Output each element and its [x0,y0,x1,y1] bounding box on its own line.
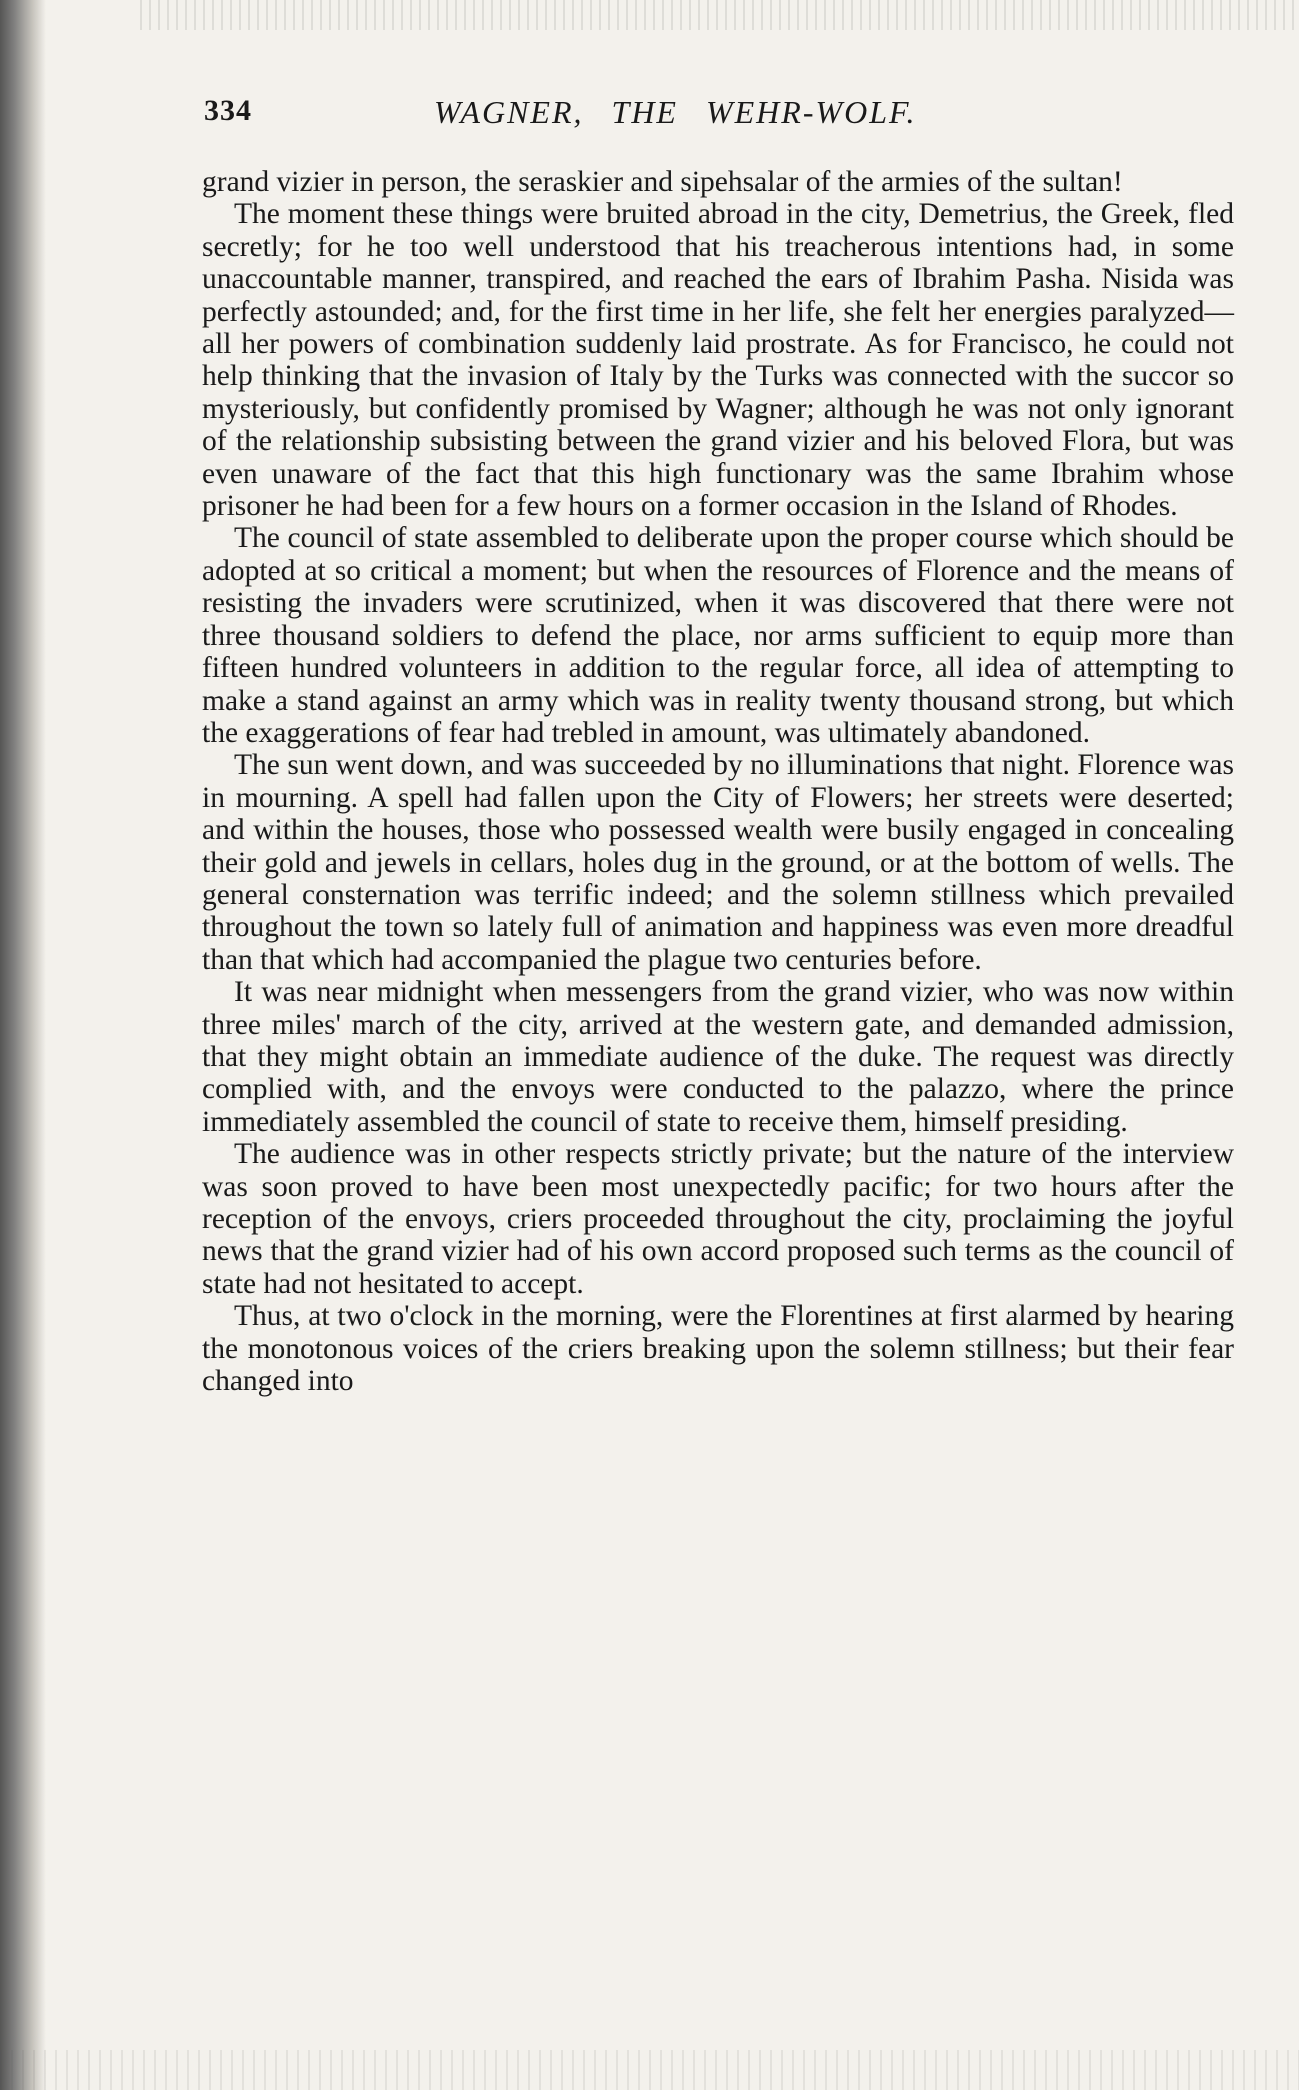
scan-noise-bottom [0,2050,1299,2090]
running-title: WAGNER, THE WEHR-WOLF. [434,94,917,130]
paragraph: The council of state assembled to deliberate upon the proper course which should be adopted at so critical a moment; but when the resources of Florence and the means of resisting the invaders were scrutinized, when it was discovered that there were not three thousand soldiers to defend the place, nor arms sufficient to equip more than fifteen hundred volunteers in addition to the regular force, all idea of attempting to make a stand against an army which was in reality twenty thousand strong, but which the exaggerations of fear had trebled in amount, was ultimately abandoned. [202,522,1234,749]
paragraph: The sun went down, and was succeeded by no illuminations that night. Florence was in mourning. A spell had fallen upon the City of Flowers; her streets were deserted; and within the houses, those who possessed wealth were busily engaged in concealing their gold and jewels in cellars, holes dug in the ground, or at the bottom of wells. The general consternation was terrific indeed; and the solemn stillness which prevailed throughout the town so lately full of animation and happiness was even more dreadful than that which had accompanied the plague two centuries before. [202,749,1234,976]
text-body [202,166,1234,1397]
paragraph: It was near midnight when messengers from the grand vizier, who was now within three miles' march of the city, arrived at the western gate, and demanded admission, that they might obtain an immediate audience of the duke. The request was directly complied with, and the envoys were conducted to the palazzo, where the prince immediately assembled the council of state to receive them, himself presiding. [202,976,1234,1138]
paragraph: The audience was in other respects strictly private; but the nature of the interview was soon proved to have been most unexpectedly pacific; for two hours after the reception of the envoys, criers proceeded throughout the city, proclaiming the joyful news that the grand vizier had of his own accord proposed such terms as the council of state had not hesitated to accept. [202,1138,1234,1300]
scan-noise-top [140,0,1299,30]
paragraph: The moment these things were bruited abroad in the city, Demetrius, the Greek, fled secretly; for he too well understood that his treacherous intentions had, in some unaccountable manner, transpired, and reached the ears of Ibrahim Pasha. Nisida was perfectly astounded; and, for the first time in her life, she felt her energies paralyzed—all her powers of combination suddenly laid prostrate. As for Francisco, he could not help thinking that the invasion of Italy by the Turks was connected with the succor so mysteriously, but confidently promised by Wagner; although he was not only ignorant of the relationship subsisting between the grand vizier and his beloved Flora, but was even unaware of the fact that this high functionary was the same Ibrahim whose prisoner he had been for a few hours on a former occasion in the Island of Rhodes. [202,198,1234,523]
paragraph: Thus, at two o'clock in the morning, were the Florentines at first alarmed by hearing the monotonous voices of the criers breaking upon the solemn stillness; but their fear changed into [202,1300,1234,1398]
page-header [204,94,1234,142]
page-edge-shadow [0,0,46,2090]
paragraph: grand vizier in person, the seraskier and sipehsalar of the armies of the sultan! [202,166,1123,198]
page-number: 334 [204,94,252,127]
